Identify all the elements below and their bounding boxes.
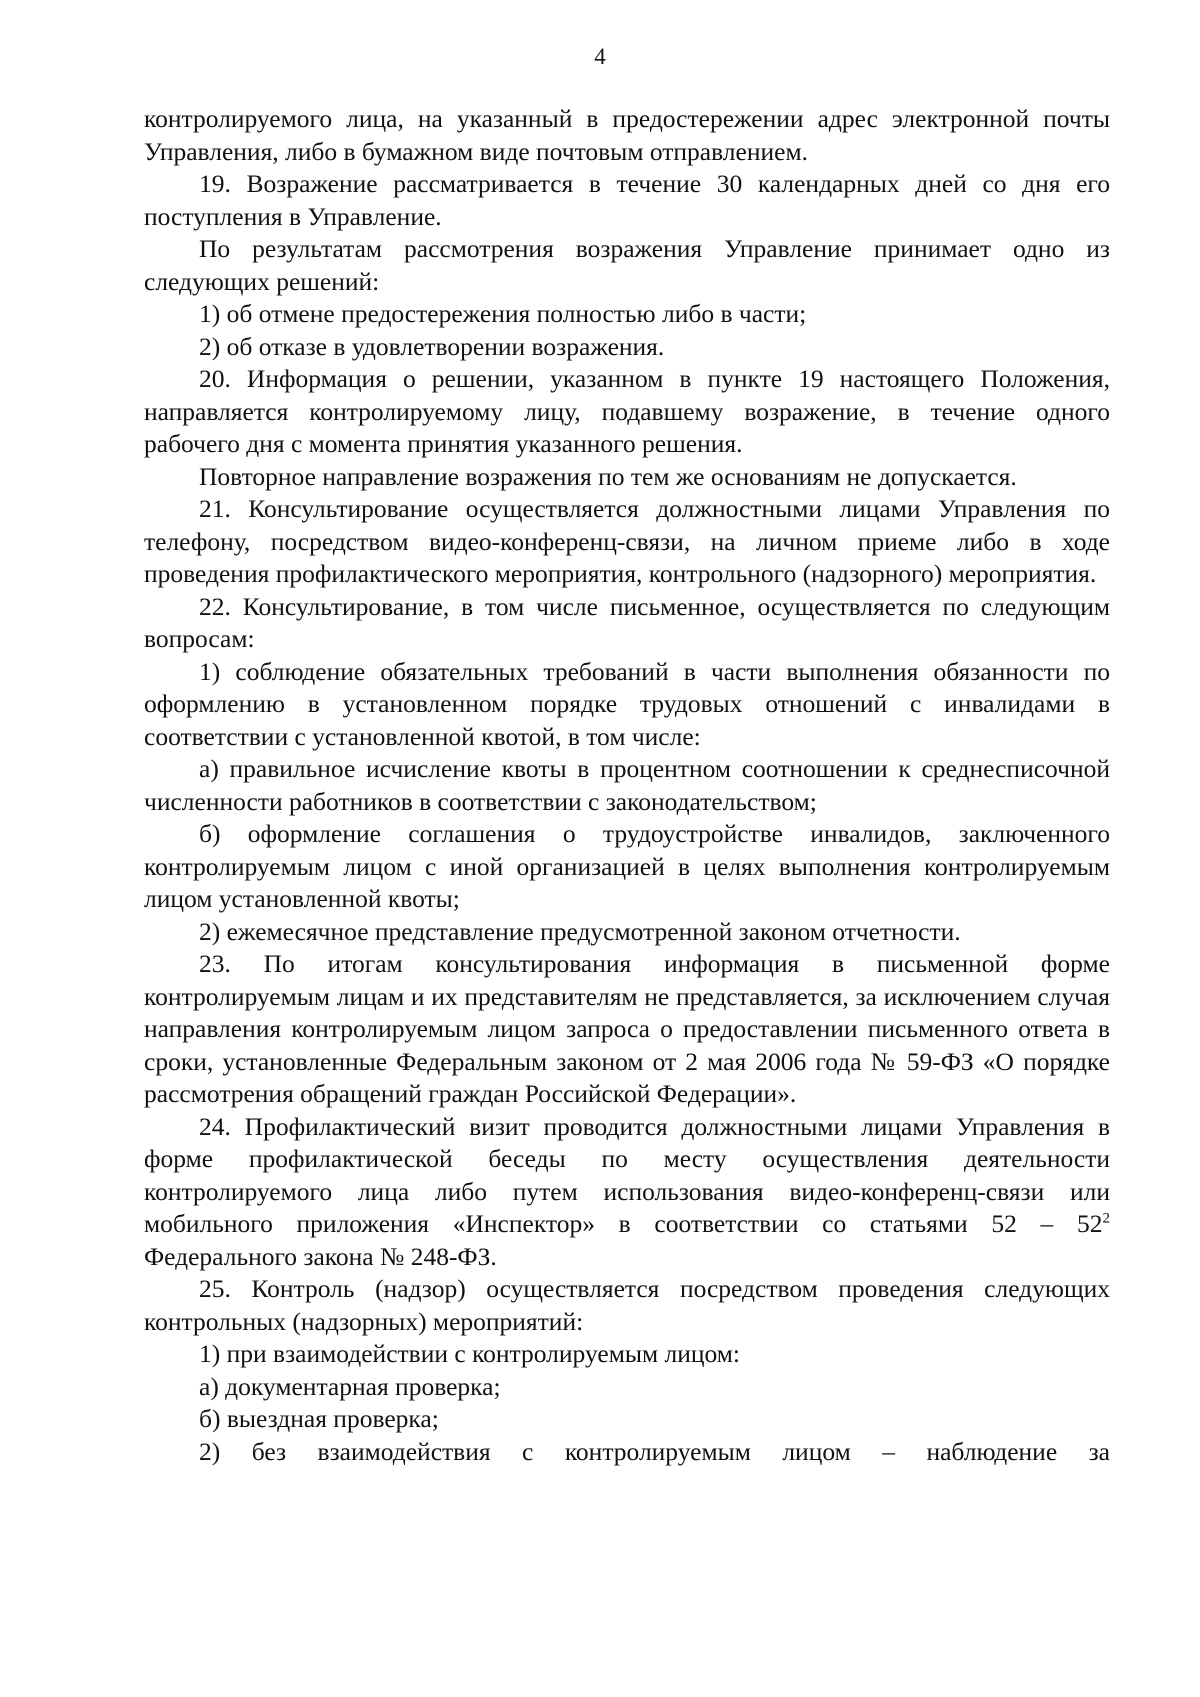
paragraph-repeat-objection: Повторное направление возражения по тем же основаниям не допускается. bbox=[199, 461, 1017, 491]
list-item-onsite-check: б) выездная проверка; bbox=[199, 1404, 439, 1433]
list-item-quota-calc: а) правильное исчисление квоты в процентном соотношении к среднесписочной численности работников в соответствии с законодательством; bbox=[144, 754, 1110, 816]
paragraph-21: 21. Консультирование осуществляется должностными лицами Управления по телефону, посредством видео-конференц-связи, на личном приеме либо в ходе проведения профилактического мероприятия, контрольного (надзорного) мероприятия. bbox=[144, 494, 1110, 588]
list-item-cancel: 1) об отмене предостережения полностью либо в части; bbox=[199, 299, 807, 328]
page-number: 4 bbox=[594, 44, 606, 69]
paragraph-continuation: контролируемого лица, на указанный в предостережении адрес электронной почты Управления, либо в бумажном виде почтовым отправлением. bbox=[144, 104, 1110, 166]
paragraph-24-superscript: 2 bbox=[1102, 1210, 1110, 1227]
list-item-monthly-report: 2) ежемесячное представление предусмотренной законом отчетности. bbox=[199, 916, 961, 946]
paragraph-25: 25. Контроль (надзор) осуществляется посредством проведения следующих контрольных (надзорных) мероприятий: bbox=[144, 1274, 1110, 1336]
paragraph-22: 22. Консультирование, в том числе письменное, осуществляется по следующим вопросам: bbox=[144, 591, 1110, 653]
paragraph-24-text: 24. Профилактический визит проводится должностными лицами Управления в форме профилактической беседы по месту осуществления деятельности контролируемого лица либо путем использования видео-конференц-связи или мобильного приложения «Инспектор» в соответствии со статьями 52 – 52 bbox=[144, 1111, 1110, 1238]
paragraph-23: 23. По итогам консультирования информация в письменной форме контролируемым лицам и их представителям не представляется, за исключением случая направления контролируемым лицом запроса о предоставлении письменного ответа в сроки, установленные Федеральным законом от 2 мая 2006 года № 59-ФЗ «О порядке рассмотрения обращений граждан Российской Федерации». bbox=[144, 949, 1110, 1108]
list-item-without-interaction: 2) без взаимодействия с контролируемым лицом – наблюдение за bbox=[199, 1436, 1110, 1466]
paragraph-decision-intro: По результатам рассмотрения возражения Управление принимает одно из следующих решений: bbox=[144, 234, 1110, 296]
document-body bbox=[144, 103, 1110, 1468]
paragraph-19: 19. Возражение рассматривается в течение 30 календарных дней со дня его поступления в Управление. bbox=[144, 169, 1110, 231]
paragraph-24-tail: Федерального закона № 248-ФЗ. bbox=[144, 1241, 497, 1271]
list-item-with-interaction: 1) при взаимодействии с контролируемым лицом: bbox=[199, 1339, 740, 1368]
paragraph-20: 20. Информация о решении, указанном в пункте 19 настоящего Положения, направляется контролируемому лицу, подавшему возражение, в течение одного рабочего дня с момента принятия указанного решения. bbox=[144, 364, 1110, 458]
list-item-compliance: 1) соблюдение обязательных требований в части выполнения обязанности по оформлению в установленном порядке трудовых отношений с инвалидами в соответствии с установленной квотой, в том числе: bbox=[144, 656, 1110, 751]
paragraph-24 bbox=[144, 1111, 1110, 1274]
list-item-agreement: б) оформление соглашения о трудоустройстве инвалидов, заключенного контролируемым лицом с иной организацией в целях выполнения контролируемым лицом установленной квоты; bbox=[144, 819, 1110, 913]
list-item-documentary-check: а) документарная проверка; bbox=[199, 1371, 501, 1401]
list-item-refuse: 2) об отказе в удовлетворении возражения. bbox=[199, 331, 665, 361]
